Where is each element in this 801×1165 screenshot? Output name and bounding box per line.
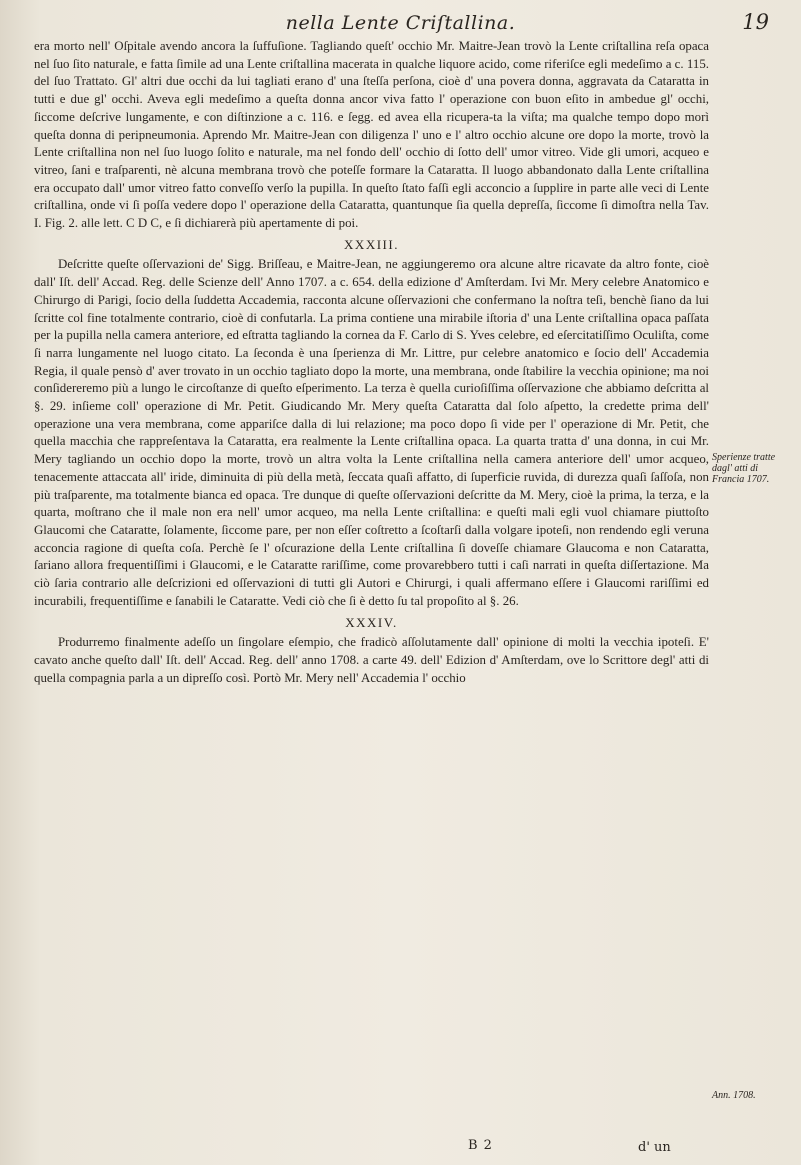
paragraph: Deſcritte queſte oſſervazioni de' Sigg. Briſſeau, e Maitre-Jean, ne aggiungeremo ora alcune altre ricavate da altro fonte, cioè dall' Iſt. dell' Accad. Reg. delle Scienze dell' Anno 1707. a c. 654. della edizione d' Amſterdam. Ivi Mr. Mery celebre Anatomico e Chirurgo di Parigi, ſocio della ſuddetta Accademia, racconta alcune oſſervazioni che confermano la noſtra teſi, benchè ſiano da lui ſcritte col fine totalmente contrario, cioè di confutarla. La prima contiene una mirabile iſtoria d' una Lente criſtallina opaca paſſata per la pupilla nella camera anteriore, ed eſtratta tagliando la cornea da F. Carlo di S. Yves celebre, ed eſercitatiſſimo Oculiſta, come ſi narra lungamente nel luogo citato. La ſeconda è una ſperienza di Mr. Littre, pur celebre anatomico e ſocio dell' Accademia Regia, il quale pensò d' aver trovato in un occhio tagliato dopo la morte, una membrana, onde ſtabilire la vecchia opinione; ma noi conſidereremo più a lungo le circoſtanze di queſto eſperimento. La terza è quella curioſiſſima oſſervazione che abbiamo deſcritta al §. 29. inſieme coll' operazione di Mr. Petit. Giudicando Mr. Mery queſta Cataratta dal ſolo aſpetto, la credette prima dell' operazione una vera membrana, come appariſce dalla di lui relazione; ma poco dopo ſi vide per l' operazione di Mr. Petit, che quella macchia che rappreſentava la Cataratta, era realmente la Lente criſtallina opaca. La quarta tratta d' una donna, in cui Mr. Mery tagliando un occhio dopo la morte, trovò un altra volta la Lente criſtallina nella camera anteriore dell' umor acqueo, tenacemente attaccata all' iride, diminuita di più della metà, ſeccata quaſi affatto, di ſuperficie ruvida, di durezza quaſi ſaſſoſa, non più traſparente, ma totalmente bianca ed opaca. Tre dunque di queſte oſſervazioni deſcritte da M. Mery, cioè la prima, la terza, e la quarta, moſtrano che il male non era nell' umor acqueo, ma nella Lente criſtallina: e queſti mali egli vuol chiamare piuttoſto Glaucomi che Cataratte, ſolamente, ſiccome pare, per non eſſer coſtretto a ſcoſtarſi dalla volgare ipoteſi, non rendendo egli veruna acconcia ragione di queſta coſa. Perchè ſe l' oſcurazione della Lente criſtallina ſi doveſſe chiamare Glaucoma e non Cataratta, ſariano allora frequentiſſimi i Glaucomi, e le Cataratte rariſſime, come provarebbero tutti i caſi narrati in queſta diſſertazione. Ma ciò ſaria contrario alle deſcrizioni ed oſſervazioni di tutti gli Autori e Chirurgi, i quali affermano eſſere i Glaucomi rariſſimi ed incurabili, frequentiſſime e ſanabili le Cataratte. Vedi ciò che ſi è detto ſu tal propoſito al §. 26. (34, 257, 709, 608)
paragraph: Produrremo finalmente adeſſo un ſingolare eſempio, che fradicò aſſolutamente dall' opinione di molti la vecchia ipoteſi. E' cavato anche queſto dall' Iſt. dell' Accad. Reg. dell' anno 1708. a carte 49. dell' Edizion d' Amſterdam, ove lo Scrittore degl' atti di quella compagnia parla a un dipreſſo così. Portò Mr. Mery nell' Accademia l' occhio (34, 635, 709, 685)
margin-note: Ann. 1708. (712, 1090, 756, 1101)
running-title: nella Lente Criſtallina. (285, 12, 516, 34)
page-number: 19 (742, 10, 769, 34)
catchword: d' un (638, 1140, 671, 1155)
page-header (0, 8, 801, 38)
margin-note: Sperienze tratte dagl' atti di Francia 1707. (712, 452, 776, 485)
signature-mark: B 2 (468, 1138, 493, 1153)
paragraph: era morto nell' Oſpitale avendo ancora la ſuffuſione. Tagliando queſt' occhio Mr. Maitre-Jean trovò la Lente criſtallina reſa opaca nel ſuo ſito naturale, e fatta ſimile ad una Lente criſtallina macerata in qualche liquore acido, come riferiſce egli medeſimo a c. 115. del ſuo Trattato. Gl' altri due occhi da lui tagliati erano d' una ſteſſa perſona, cioè d' una povera donna, aggravata da Cataratta in tutti e due gl' occhi. Aveva egli medeſimo a queſta donna ancor viva fatto l' operazione con buon eſito in ambedue gl' occhi, ſiccome deſcrive lungamente, e con diſtinzione a c. 116. e ſegg. ed avea ella ricupera-ta la viſta; ma qualche tempo dopo morì queſta donna di peripneumonia. Aprendo Mr. Maitre-Jean con diligenza l' uno e l' altro occhio alcune ore dopo la morte, trovò la Lente criſtallina non nel ſuo luogo ſolito e naturale, ma nel fondo dell' occhio di ſotto dell' umor vitreo. Vide gli umori, acqueo e vitreo, ſani e traſparenti, nè alcuna membrana trovò che poteſſe formare la Cataratta. Il luogo abbandonato dalla Lente criſtallina era occupato dall' umor vitreo fatto conveſſo verſo la pupilla. In queſto ſtato faſſi egli acconcio a ſupplire in parte alle veci di Lente criſtallina, onde vi ſi poſſa vedere dopo l' operazione della Cataratta, quantunque ſia quella depreſſa, ſiccome ſi dimoſtra nella Tav. I. Fig. 2. alle lett. C D C, e ſi dichiarerà più apertamente di poi. (34, 39, 709, 231)
body-text (34, 38, 709, 687)
section-number: XXXIII. (344, 236, 399, 252)
section-number: XXXIV. (345, 614, 398, 630)
